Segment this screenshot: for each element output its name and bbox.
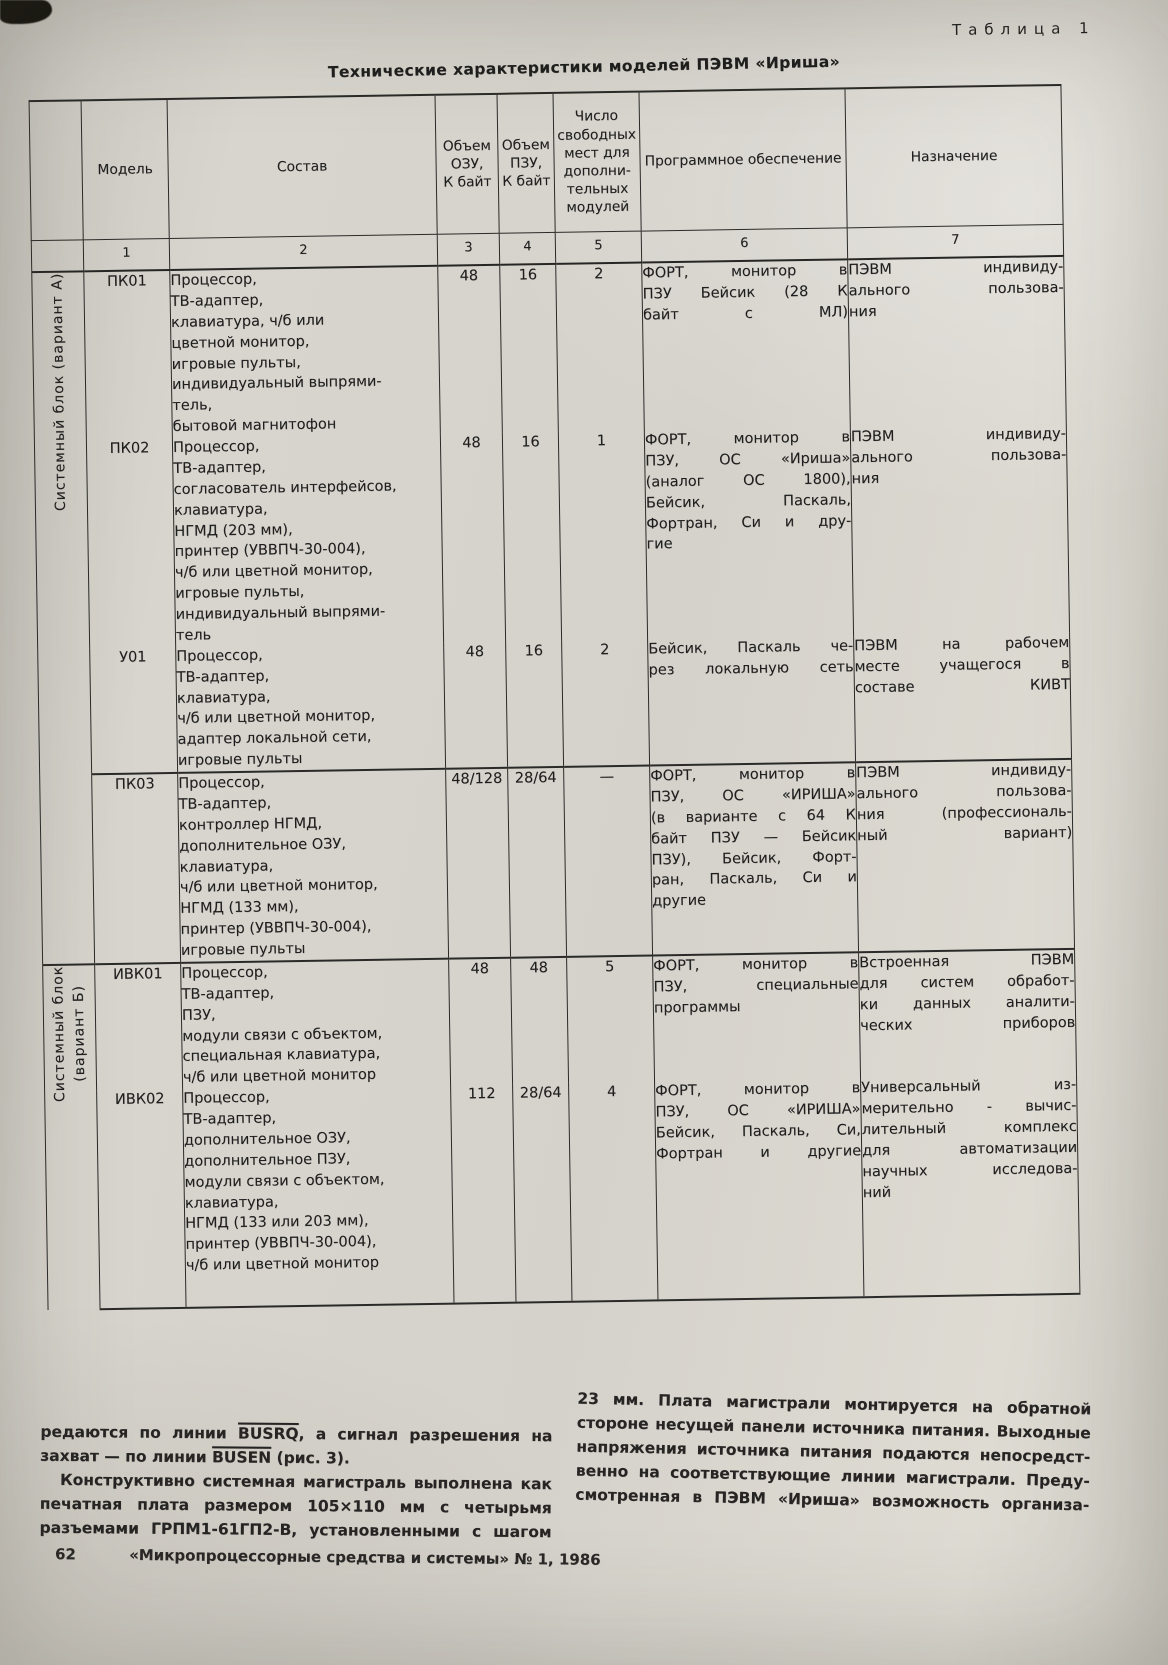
ram-cell: 48 xyxy=(449,958,513,1085)
journal-title: «Микропроцессорные средства и системы» № 1, 1986 xyxy=(129,1545,601,1569)
purpose-cell: Универсальный из- мерительно - вычис- лительный комплекс для автоматизации научных исследова- ний xyxy=(861,1075,1080,1297)
ram-cell: 48/128 xyxy=(446,768,511,959)
software-cell: ФОРТ, монитор в ПЗУ, ОС «ИРИША» Бейсик, Паскаль, Си, Фортран и другие xyxy=(655,1078,864,1300)
spec-table-wrap xyxy=(29,84,1080,1311)
ram-cell: 48 xyxy=(440,433,505,643)
header-row xyxy=(29,85,1063,241)
ram-cell: 112 xyxy=(451,1084,516,1304)
document-title: Технические характеристики моделей ПЭВМ «Ириша» xyxy=(327,52,841,82)
composition-cell: Процессор, ТВ-адаптер, дополнительное ОЗУ, дополнительное ПЗУ, модули связи с объектом, клавиатура, НГМД (133 или 203 мм), принтер (УВВПЧ-30-004), ч/б или цветной монитор xyxy=(183,1085,454,1308)
paragraph-construction: Конструктивно системная магистраль выполнена как печатная плата размером 105×110 мм с четырьмя разъемами ГРПМ1-61ГП2-В, установленными с шагом xyxy=(39,1470,553,1542)
col-header-purpose: Назначение xyxy=(845,85,1063,228)
software-cell: Бейсик, Паскаль че- рез локальную сеть xyxy=(648,636,856,765)
scan-artifact xyxy=(0,0,52,24)
text-fragment: , а сигнал разрешения на xyxy=(298,1425,553,1446)
purpose-cell: ПЭВМ на рабочем месте учащегося в составе КИВТ xyxy=(854,633,1072,763)
col-number-3: 3 xyxy=(437,233,499,265)
page-number: 62 xyxy=(54,1545,76,1564)
paragraph-bus-board: 23 мм. Плата магистрали монтируется на обратной стороне несущей панели источника питания. Выходные напряжения источника питания подаются непосредст- венно на соответствующие линии магистрали. Преду- смотренная в ПЭВМ «Ириша» возможность организа- xyxy=(575,1389,1092,1515)
slots-cell: 4 xyxy=(569,1082,658,1302)
table-row-u01 xyxy=(38,633,1072,775)
group-label-variant-a: Системный блок (вариант А) xyxy=(49,272,70,512)
table-row-pk03 xyxy=(40,759,1075,965)
slots-cell: 1 xyxy=(558,431,647,641)
slots-cell: — xyxy=(564,766,653,957)
software-cell: ФОРТ, монитор в ПЗУ, ОС «ИРИША» (в варианте с 64 К байт ПЗУ — Бейсик ПЗУ), Бейсик, Форт- ран, Паскаль, Си и другие xyxy=(650,762,859,955)
composition-cell: Процессор, ТВ-адаптер, клавиатура, ч/б или цветной монитор, игровые пульты, индивидуальный выпрями- тель, бытовой магнитофон xyxy=(170,266,441,438)
table-row-pk01 xyxy=(32,256,1067,440)
col-number-5: 5 xyxy=(555,231,641,264)
signal-busrq: BUSRQ xyxy=(237,1424,299,1444)
body-text-columns xyxy=(39,1389,1092,1542)
group-label-cell-b xyxy=(43,964,100,1310)
col-number-6: 6 xyxy=(641,228,847,263)
model-cell: ИВК01 xyxy=(95,963,183,1091)
spec-table xyxy=(29,84,1081,1311)
page-footer xyxy=(55,1545,601,1569)
col-number-2: 2 xyxy=(169,234,437,270)
software-cell: ФОРТ, монитор в ПЗУ Бейсик (28 К байт с МЛ) xyxy=(642,259,851,430)
text-column-left xyxy=(39,1420,552,1545)
ram-cell: 48 xyxy=(444,642,508,769)
purpose-cell: Встроенная ПЭВМ для систем обработ- ки данных аналити- ческих приборов xyxy=(859,949,1077,1079)
slots-cell: 2 xyxy=(556,263,645,432)
model-cell: ПК01 xyxy=(84,270,173,439)
rom-cell: 48 xyxy=(511,957,569,1084)
col-header-ram: Объем ОЗУ, К байт xyxy=(435,94,499,234)
composition-cell: Процессор, ТВ-адаптер, контроллер НГМД, дополнительное ОЗУ, клавиатура, ч/б или цветной монитор, НГМД (133 мм), принтер (УВВПЧ-30-004), игровые пульты xyxy=(178,769,449,963)
col-number-1: 1 xyxy=(83,238,169,271)
table-row-pk02 xyxy=(34,424,1069,649)
slots-cell: 5 xyxy=(567,955,655,1083)
model-cell: ПК02 xyxy=(86,438,175,648)
purpose-cell: ПЭВМ индивиду- ального пользова- ния (профессиональ- ный вариант) xyxy=(856,759,1075,952)
purpose-cell: ПЭВМ индивиду- ального пользова- ния xyxy=(848,256,1067,427)
model-cell: ИВК02 xyxy=(97,1089,186,1309)
rom-cell: 16 xyxy=(500,264,559,433)
table-number-label: Таблица 1 xyxy=(952,18,1097,40)
text-fragment: (рис. 3). xyxy=(271,1448,350,1468)
col-header-software: Программное обеспечение xyxy=(639,88,847,231)
group-label-variant-b: Системный блок (вариант Б) xyxy=(50,965,89,1103)
group-col-header xyxy=(29,100,83,240)
col-header-composition: Состав xyxy=(167,95,437,239)
table-row-ivk01 xyxy=(43,949,1077,1091)
text-fragment: захват — по линии xyxy=(40,1446,213,1467)
composition-cell: Процессор, ТВ-адаптер, ПЗУ, модули связи с объектом, специальная клавиатура, ч/б или цветной монитор xyxy=(181,959,451,1089)
col-header-slots: Число свободных мест для дополни- тельных модулей xyxy=(553,92,641,233)
slots-cell: 2 xyxy=(562,639,650,767)
composition-cell: Процессор, ТВ-адаптер, согласователь интерфейсов, клавиатура, НГМД (203 мм), принтер (УВВПЧ-30-004), ч/б или цветной монитор, игровые пульты, индивидуальный выпрями- тель xyxy=(172,434,443,647)
group-col-number xyxy=(31,240,83,272)
model-cell: ПК03 xyxy=(92,773,181,964)
text-fragment: редаются по линии xyxy=(40,1422,238,1443)
rom-cell: 28/64 xyxy=(508,767,567,958)
software-cell: ФОРТ, монитор в ПЗУ, ОС «Ириша» (аналог ОС 1800), Бейсик, Паскаль, Фортран, Си и дру- гие xyxy=(644,427,853,639)
purpose-cell: ПЭВМ индивиду- ального пользова- ния xyxy=(850,424,1069,636)
rom-cell: 16 xyxy=(502,432,561,642)
text-column-right xyxy=(574,1387,1091,1548)
model-cell: У01 xyxy=(90,647,178,775)
col-header-rom: Объем ПЗУ, К байт xyxy=(497,93,555,233)
col-number-7: 7 xyxy=(847,224,1063,259)
signal-busen: BUSEN xyxy=(211,1448,272,1467)
software-cell: ФОРТ, монитор в ПЗУ, специальные программы xyxy=(653,952,861,1081)
rom-cell: 16 xyxy=(506,641,564,768)
ram-cell: 48 xyxy=(438,265,503,434)
rom-cell: 28/64 xyxy=(513,1083,572,1303)
col-header-model: Модель xyxy=(81,99,169,240)
col-number-4: 4 xyxy=(499,232,555,264)
table-row-ivk02 xyxy=(45,1075,1080,1310)
composition-cell: Процессор, ТВ-адаптер, клавиатура, ч/б или цветной монитор, адаптер локальной сети, игровые пульты xyxy=(176,642,446,772)
